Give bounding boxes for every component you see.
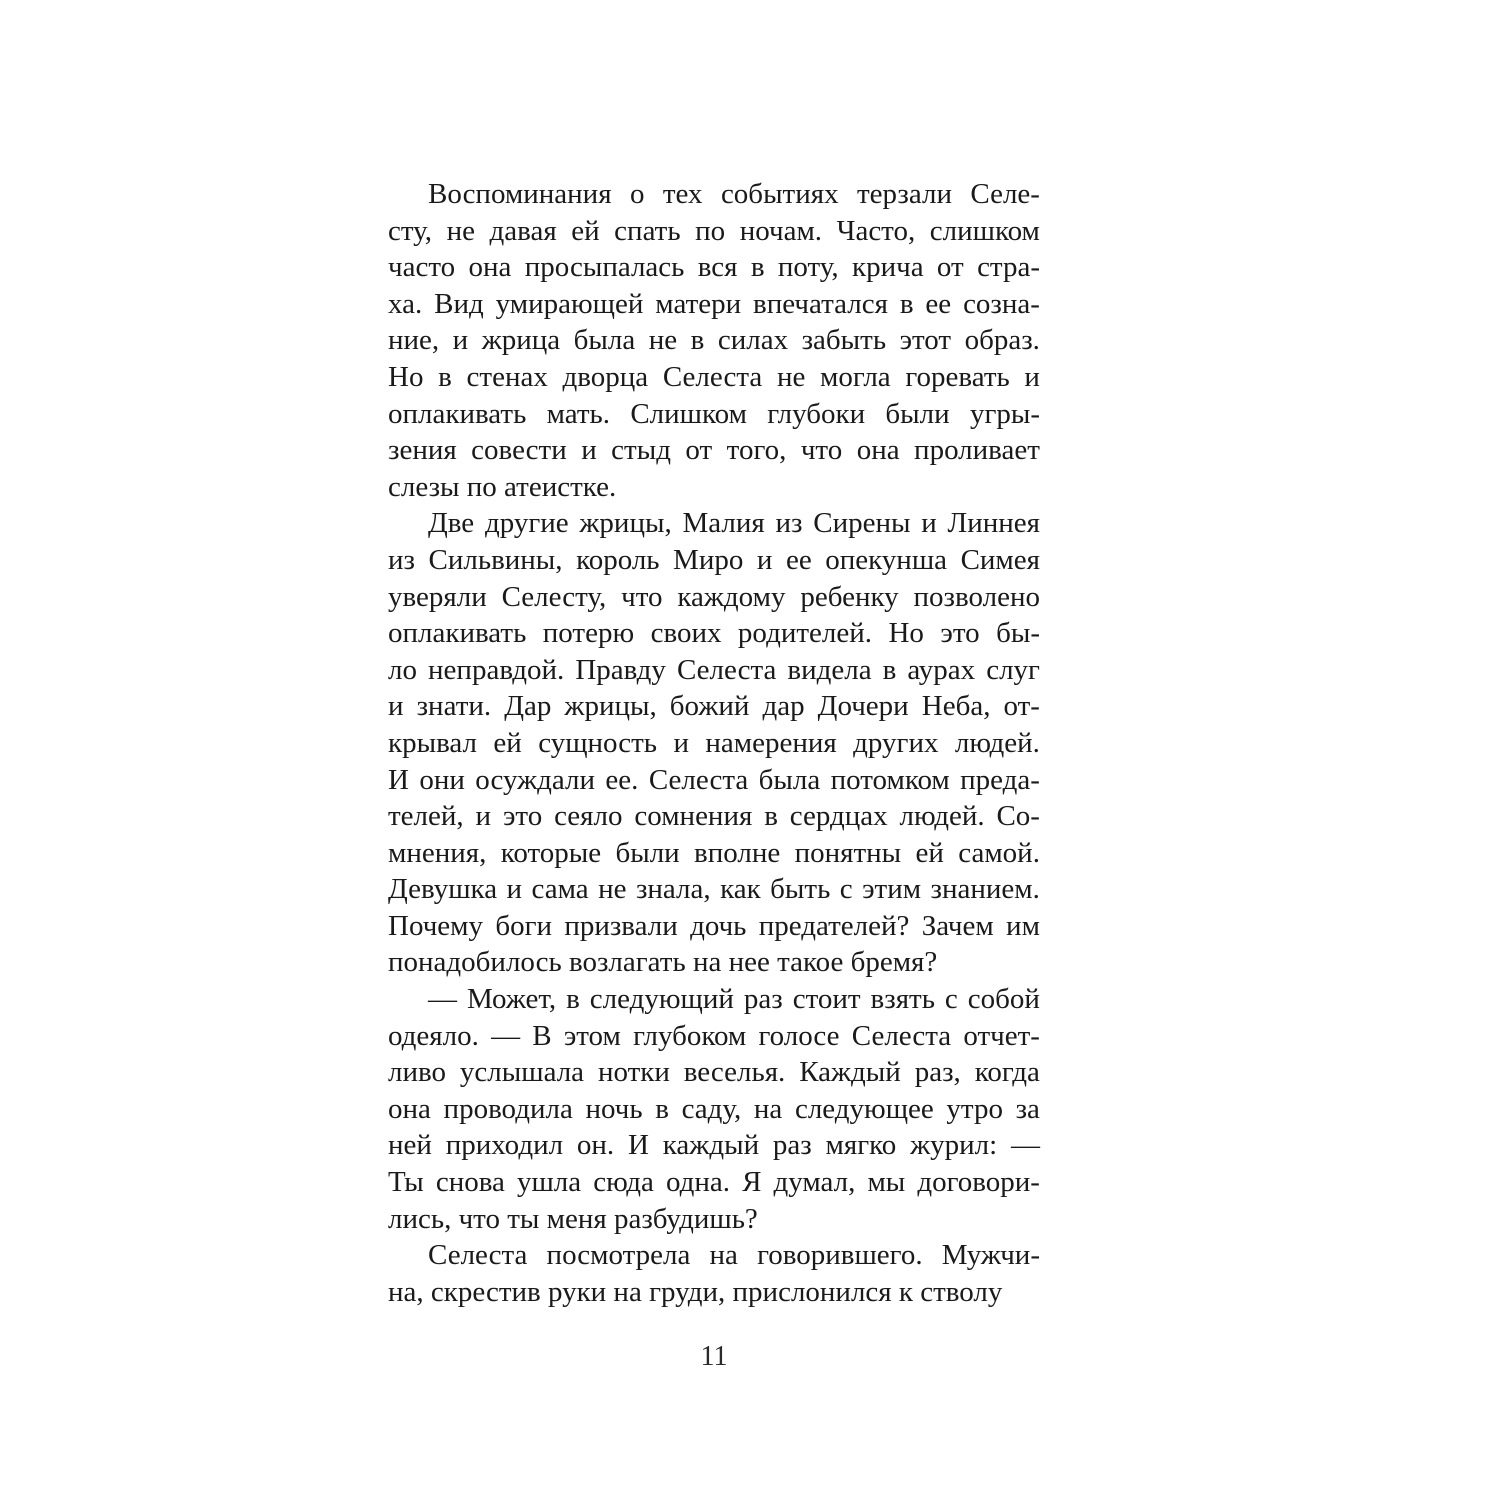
text-line: понадобилось возлагать на нее такое бремя? [388,946,938,979]
paragraph [388,505,1040,981]
paragraph [388,176,1040,505]
text-line: Две другие жрицы, Малия из Сирены и Линнея [428,507,1040,540]
text-line: — Может, в следующий раз стоит взять с собой [428,983,1040,1016]
text-line: ней приходил он. И каждый раз мягко журил: — [388,1129,1040,1162]
text-line: и знати. Дар жрицы, божий дар Дочери Неба, от- [388,690,1040,723]
text-line: на, скрестив руки на груди, прислонился к стволу [388,1275,1003,1308]
text-line: Девушка и сама не знала, как быть с этим знанием. [388,873,1040,906]
text-line: крывал ей сущность и намерения других людей. [388,726,1040,759]
text-line: ливо услышала нотки веселья. Каждый раз, когда [388,1056,1040,1089]
paragraph [388,981,1040,1237]
text-line: Ты снова ушла сюда одна. Я думал, мы договори- [388,1166,1040,1199]
text-line: оплакивать мать. Слишком глубоки были угры- [388,397,1040,430]
page-number: 11 [700,1341,728,1372]
text-line: лись, что ты меня разбудишь? [388,1202,758,1235]
text-line: сту, не давая ей спать по ночам. Часто, слишком [388,214,1040,247]
text-line: ние, и жрица была не в силах забыть этот образ. [388,324,1040,357]
text-line: мнения, которые были вполне понятны ей самой. [388,836,1040,869]
text-line: телей, и это сеяло сомнения в сердцах людей. Со- [388,800,1040,833]
text-line: из Сильвины, король Миро и ее опекунша Симея [388,543,1040,576]
text-line: Почему боги призвали дочь предателей? Зачем им [388,909,1040,942]
text-line: И они осуждали ее. Селеста была потомком преда- [388,763,1040,796]
text-line: ха. Вид умирающей матери впечатался в ее созна- [388,287,1040,320]
text-line: слезы по атеистке. [388,470,617,503]
text-line: Воспоминания о тех событиях терзали Селе- [428,178,1040,210]
text-line: ло неправдой. Правду Селеста видела в аурах слуг [388,653,1040,686]
text-line: часто она просыпалась вся в поту, крича от стра- [388,251,1040,284]
text-line: зения совести и стыд от того, что она проливает [388,434,1040,467]
text-line: она проводила ночь в саду, на следующее утро за [388,1092,1040,1125]
text-line: оплакивать потерю своих родителей. Но это бы- [388,617,1040,650]
text-line: одеяло. — В этом глубоком голосе Селеста отчет- [388,1019,1040,1052]
paragraph [388,1237,1040,1310]
text-block [388,176,1040,1310]
text-line: Селеста посмотрела на говорившего. Мужчи- [428,1239,1040,1272]
text-line: уверяли Селесту, что каждому ребенку позволено [388,580,1040,613]
text-line: Но в стенах дворца Селеста не могла горевать и [388,360,1040,393]
